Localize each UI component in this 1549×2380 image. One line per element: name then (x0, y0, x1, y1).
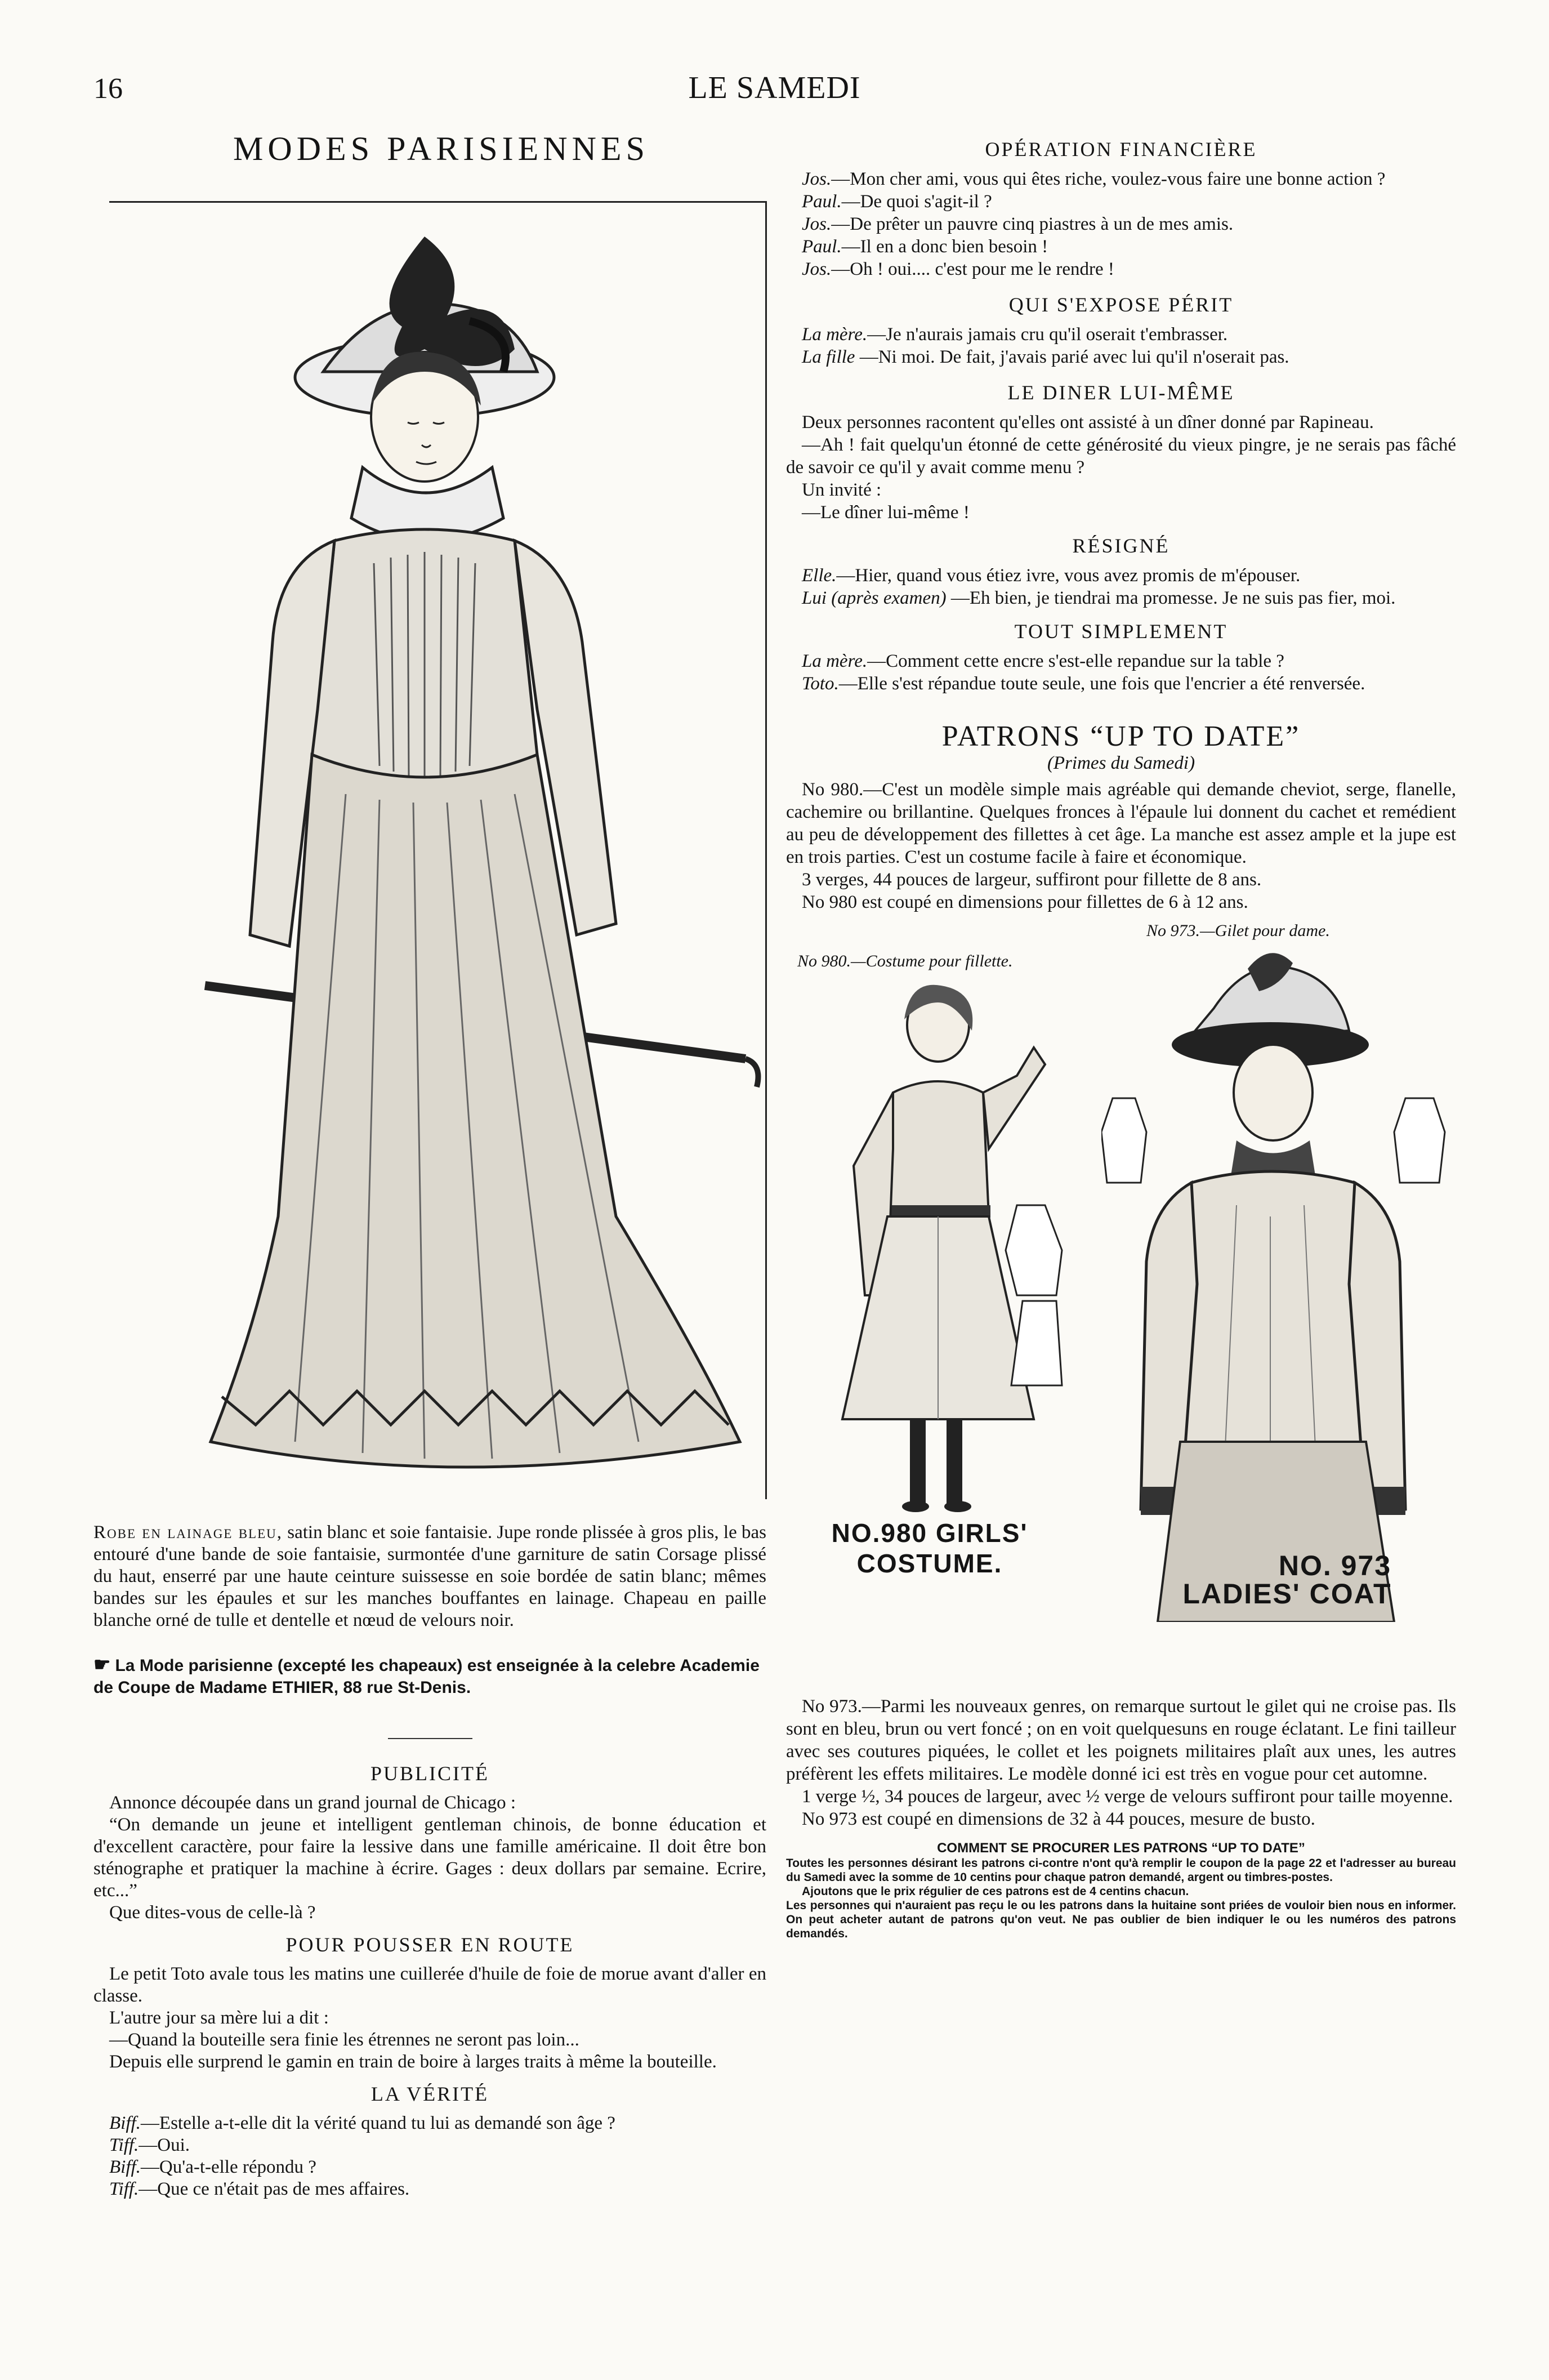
speech: —De quoi s'agit-il ? (841, 191, 992, 212)
label-980-line: NO.980 GIRLS' (831, 1518, 1028, 1548)
pousser-line: Depuis elle surprend le gamin en train de boire à larges traits à même la bouteille. (109, 2052, 717, 2072)
modes-title: MODES PARISIENNES (233, 130, 649, 167)
fashion-caption (93, 1522, 766, 1632)
patrons-980-text: 3 verges, 44 pouces de largeur, suffiront pour fillette de 8 ans. (802, 870, 1262, 890)
speech: —Comment cette encre s'est-elle repandue sur la table ? (867, 651, 1284, 671)
fashion-plate (109, 201, 767, 1499)
article-resigne (786, 534, 1456, 609)
article-verite (93, 2082, 766, 2200)
patrons-973-text: No 973 est coupé en dimensions de 32 à 44 pouces, mesure de busto. (802, 1809, 1315, 1829)
simplement-line (786, 672, 1456, 695)
left-column (93, 130, 766, 2200)
resigne-line (786, 564, 1456, 587)
diner-line: —Le dîner lui-même ! (802, 502, 970, 523)
speech: —Oui. (139, 2135, 190, 2155)
article-diner (786, 381, 1456, 524)
caption-973: No 973.—Gilet pour dame. (1146, 921, 1330, 940)
speaker: La mère. (802, 651, 868, 671)
patrons-980-text: No 980 est coupé en dimensions pour fillettes de 6 à 12 ans. (802, 892, 1248, 912)
diner-title: LE DINER LUI-MÊME (1007, 381, 1235, 404)
publicite-title: PUBLICITÉ (370, 1762, 489, 1785)
resigne-line (786, 587, 1456, 609)
pousser-line: —Quand la bouteille sera finie les étrennes ne seront pas loin... (109, 2030, 579, 2050)
right-column (786, 128, 1456, 1941)
speaker: La fille (802, 347, 855, 367)
speaker: Biff. (109, 2113, 141, 2133)
academy-notice (93, 1654, 766, 1699)
speech: —Hier, quand vous étiez ivre, vous avez promis de m'épouser. (836, 565, 1301, 586)
operation-line (786, 258, 1456, 280)
speech: —Il en a donc bien besoin ! (841, 237, 1048, 257)
speaker: Elle. (802, 565, 837, 586)
article-pousser (93, 1933, 766, 2073)
diner-line: Un invité : (802, 480, 882, 500)
speaker: Lui (après examen) (802, 588, 947, 608)
patrons-980-text: No 980.—C'est un modèle simple mais agréable qui demande cheviot, serge, flanelle, cachemire ou brillantine. Quelques fronces à l'épaule lui donnent du cachet et remédient au peu de développement des fillettes à cet âge. La manche est assez ample et la jupe est en trois parties. C'est un costume facile à faire et économique. (786, 779, 1456, 867)
publicite-line: Annonce découpée dans un grand journal de Chicago : (109, 1793, 516, 1813)
diner-line: Deux personnes racontent qu'elles ont assisté à un dîner donné par Rapineau. (802, 412, 1374, 433)
speech: —Qu'a-t-elle répondu ? (140, 2157, 316, 2177)
speaker: Toto. (802, 674, 839, 694)
caption-body: satin blanc et soie fantaisie. Jupe ronde plissée à gros plis, le bas entouré d'une bande de soie fantaisie, surmontée d'une garniture de satin Corsage plissé du haut, enserré par une haute ceinture suissesse en soie bordée de satin blanc; mêmes bandes sur les épaules et sur les manches bouffantes en lainage. Chapeau en paille blanche orné de tulle et dentelle et nœud de velours noir. (93, 1522, 766, 1630)
speaker: Jos. (802, 259, 832, 279)
patrons-subtitle: (Primes du Samedi) (1047, 753, 1195, 773)
label-973-line: LADIES' COAT (1182, 1578, 1392, 1610)
article-operation (786, 137, 1456, 280)
expose-line (786, 346, 1456, 368)
operation-line (786, 235, 1456, 258)
speaker: Jos. (802, 169, 832, 189)
pousser-line: Le petit Toto avale tous les matins une cuillerée d'huile de foie de morue avant d'aller en classe. (93, 1964, 766, 2006)
page-number: 16 (93, 73, 123, 105)
verite-title: LA VÉRITÉ (370, 2083, 489, 2105)
verite-line (93, 2134, 766, 2156)
speech: —Estelle a-t-elle dit la vérité quand tu lui as demandé son âge ? (140, 2113, 615, 2133)
section-divider (388, 1738, 472, 1739)
howto-line: Les personnes qui n'auraient pas reçu le ou les patrons dans la huitaine sont priées de vouloir bien nous en informer. On peut acheter autant de patrons qu'on veut. Ne pas oublier de bien indiquer le ou les numéros des patrons demandés. (786, 1899, 1456, 1940)
verite-line (93, 2112, 766, 2134)
speech: —Je n'aurais jamais cru qu'il oserait t'embrasser. (867, 324, 1228, 345)
speech: —Oh ! oui.... c'est pour me le rendre ! (831, 259, 1114, 279)
caption-lead: Robe en lainage bleu, (93, 1522, 283, 1543)
patrons-title: PATRONS “UP TO DATE” (941, 720, 1301, 752)
patrons-973-text: No 973.—Parmi les nouveaux genres, on remarque surtout le gilet qui ne croise pas. Ils sont en bleu, brun ou vert foncé ; on en voit quelquesuns en rouge éclatant. Le fini tailleur avec ses coutures piquées, le collet et les poignets militaires plaît aux unes, les autres préfèrent les effets militaires. Le modèle donné ici est très en vogue pour cet automne. (786, 1696, 1456, 1784)
academy-notice-text: La Mode parisienne (excepté les chapeaux) est enseignée à la celebre Academie de Coupe de Madame ETHIER, 88 rue St-Denis. (93, 1656, 760, 1697)
girls-costume-illustration (820, 980, 1079, 1543)
article-publicite (93, 1762, 766, 1924)
operation-line (786, 190, 1456, 213)
speech: —Que ce n'était pas de mes affaires. (139, 2179, 410, 2199)
speaker: Paul. (802, 237, 842, 257)
article-simplement (786, 619, 1456, 695)
diner-line: —Ah ! fait quelqu'un étonné de cette générosité du vieux pingre, je ne serais pas fâché de savoir ce qu'il y avait comme menu ? (786, 435, 1456, 478)
howto-line: Toutes les personnes désirant les patrons ci-contre n'ont qu'à remplir le coupon de la page 22 et l'adresser au bureau du Samedi avec la somme de 10 centins pour chaque patron demandé, argent ou timbres-postes. (786, 1857, 1456, 1884)
pousser-line: L'autre jour sa mère lui a dit : (109, 2008, 329, 2028)
operation-line (786, 213, 1456, 235)
speech: —Ni moi. De fait, j'avais parié avec lui qu'il n'oserait pas. (855, 347, 1289, 367)
verite-line (93, 2156, 766, 2178)
ladies-coat-illustration (1101, 946, 1450, 1622)
article-patrons (786, 720, 1456, 1941)
verite-line (93, 2178, 766, 2200)
speaker: La mère. (802, 324, 868, 345)
expose-title: QUI S'EXPOSE PÉRIT (1008, 293, 1234, 316)
pousser-title: POUR POUSSER EN ROUTE (285, 1933, 574, 1956)
speech: —Eh bien, je tiendrai ma promesse. Je ne suis pas fier, moi. (946, 588, 1396, 608)
speech: —Elle s'est répandue toute seule, une fois que l'encrier a été renversée. (838, 674, 1365, 694)
label-980 (797, 1518, 1062, 1579)
publicite-line: Que dites-vous de celle-là ? (109, 1902, 316, 1923)
fashion-plate-illustration (109, 203, 767, 1501)
caption-980: No 980.—Costume pour fillette. (797, 952, 1013, 970)
label-973 (1124, 1552, 1450, 1608)
speech: —Mon cher ami, vous qui êtes riche, voulez-vous faire une bonne action ? (831, 169, 1386, 189)
masthead: LE SAMEDI (688, 70, 861, 105)
pointing-hand-icon: ☛ (93, 1654, 111, 1675)
expose-line (786, 323, 1456, 346)
simplement-title: TOUT SIMPLEMENT (1014, 620, 1228, 643)
resigne-title: RÉSIGNÉ (1072, 534, 1170, 557)
operation-line (786, 168, 1456, 190)
speaker: Tiff. (109, 2135, 139, 2155)
speech: —De prêter un pauvre cinq piastres à un de mes amis. (831, 214, 1234, 234)
article-expose (786, 293, 1456, 368)
howto-line: Ajoutons que le prix régulier de ces patrons est de 4 centins chacun. (802, 1885, 1189, 1898)
operation-title: OPÉRATION FINANCIÈRE (985, 138, 1257, 161)
speaker: Jos. (802, 214, 832, 234)
patrons-973-text: 1 verge ½, 34 pouces de largeur, avec ½ verge de velours suffiront pour taille moyenne. (802, 1786, 1453, 1807)
simplement-line (786, 650, 1456, 672)
speaker: Paul. (802, 191, 842, 212)
howto-title: COMMENT SE PROCURER LES PATRONS “UP TO DATE” (937, 1840, 1305, 1856)
speaker: Tiff. (109, 2179, 139, 2199)
label-973-line: NO. 973 (1278, 1550, 1392, 1581)
label-980-line: COSTUME. (856, 1549, 1003, 1578)
patterns-illustration (786, 918, 1456, 1695)
publicite-line: “On demande un jeune et intelligent gentleman chinois, de bonne éducation et d'excellent caractère, pour faire la lessive dans une famille américaine. Il doit être bon sténographe et pratiquer la machine à écrire. Gages : deux dollars par semaine. Ecrire, etc...” (93, 1815, 766, 1901)
speaker: Biff. (109, 2157, 141, 2177)
